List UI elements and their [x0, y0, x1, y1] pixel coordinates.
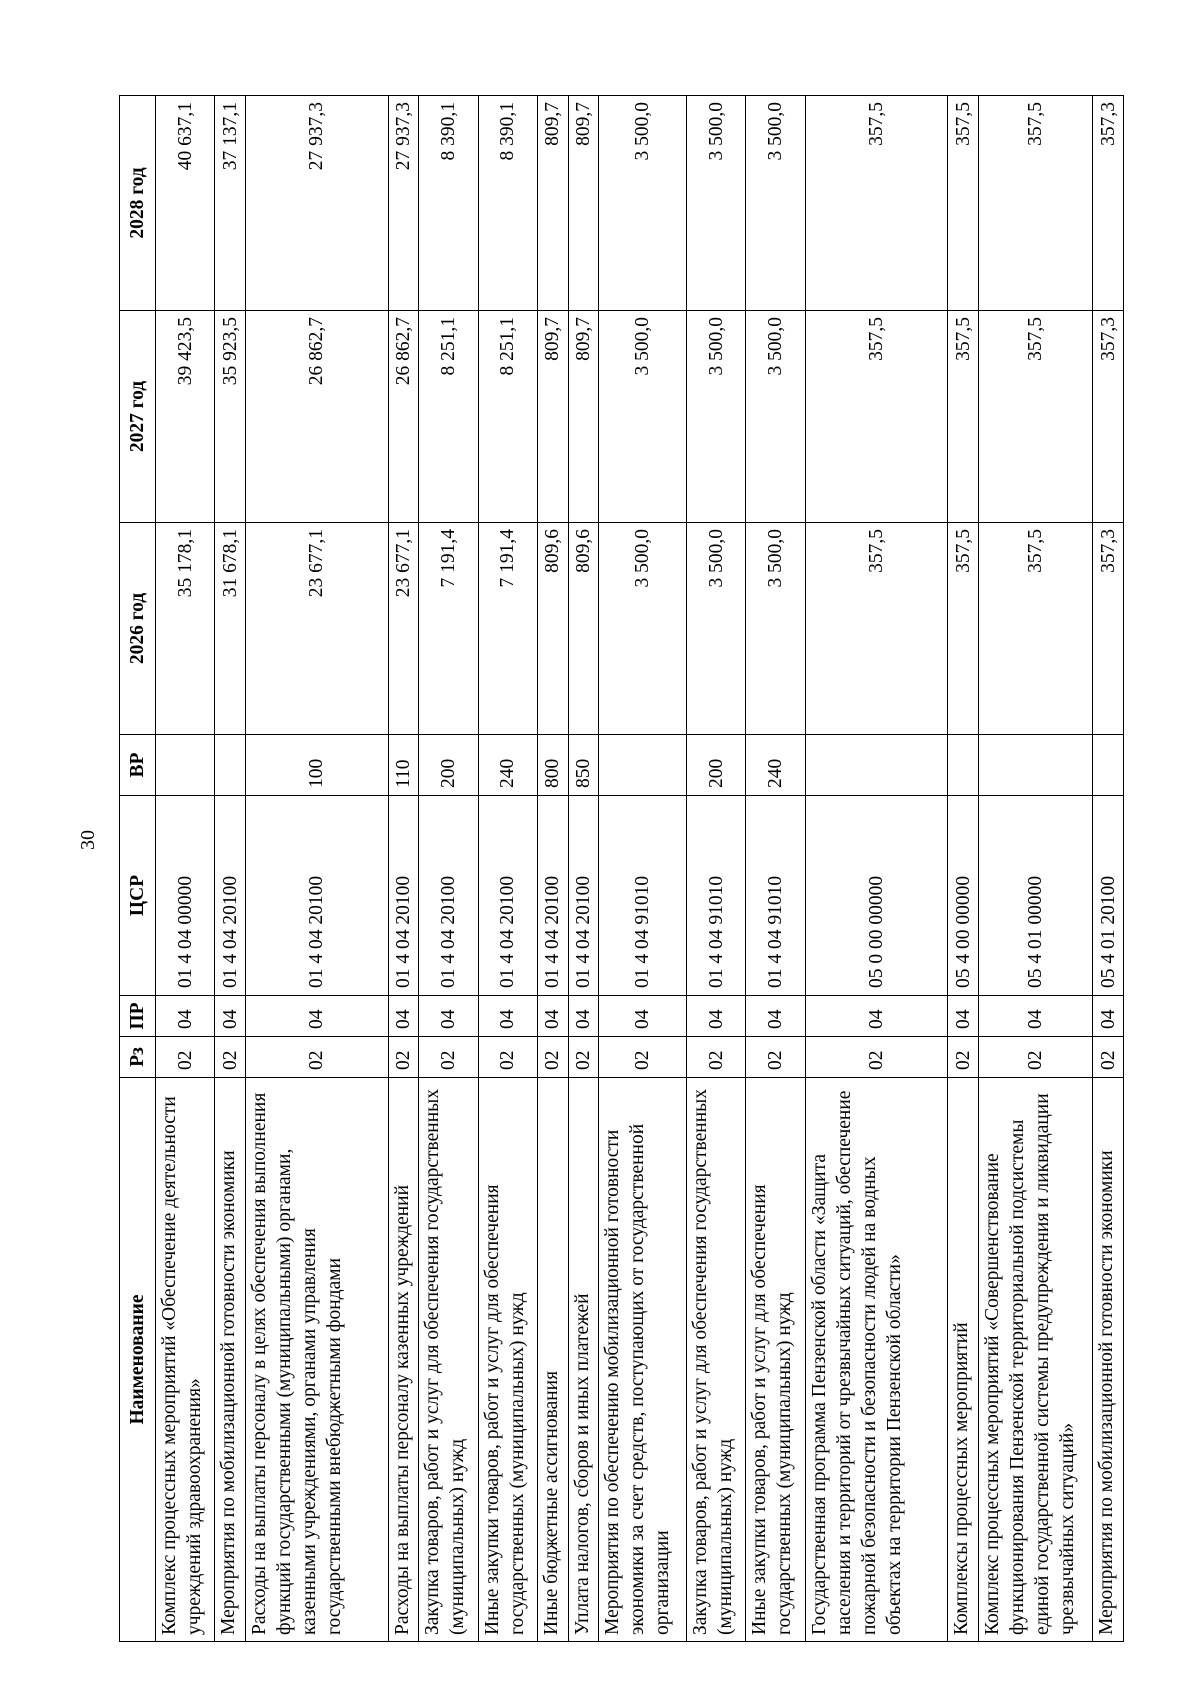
row-2028: 357,3	[1093, 96, 1124, 311]
row-vr: 200	[419, 735, 478, 796]
row-csr: 01 4 04 91010	[687, 796, 746, 996]
row-2027: 26 862,7	[388, 311, 419, 523]
row-2028: 40 637,1	[156, 96, 215, 311]
row-rz: 02	[1093, 1037, 1124, 1078]
header-2028: 2028 год	[120, 96, 156, 311]
table-row	[1093, 96, 1124, 1642]
row-name: Уплата налогов, сборов и иных платежей	[568, 1078, 599, 1642]
header-vr: ВР	[120, 735, 156, 796]
row-csr: 01 4 04 20100	[388, 796, 419, 996]
row-name: Мероприятия по мобилизационной готовности экономики	[1093, 1078, 1124, 1642]
table-row	[568, 96, 599, 1642]
row-rz: 02	[978, 1037, 1092, 1078]
row-pr: 04	[537, 996, 568, 1037]
table-row	[215, 96, 246, 1642]
rotated-budget-table-container	[119, 96, 1124, 1642]
row-csr: 05 4 01 20100	[1093, 796, 1124, 996]
table-row	[948, 96, 979, 1642]
row-2027: 3 500,0	[599, 311, 687, 523]
row-name: Государственная программа Пензенской области «Защита населения и территорий от чрезвычайных ситуаций, обеспечение пожарной безопасности и безопасности людей на водных объектах на территории Пензенской области»	[805, 1078, 948, 1642]
row-pr: 04	[1093, 996, 1124, 1037]
row-csr: 01 4 04 20100	[537, 796, 568, 996]
row-2026: 809,6	[537, 523, 568, 735]
table-row	[978, 96, 1092, 1642]
row-csr: 05 4 01 00000	[978, 796, 1092, 996]
row-csr: 01 4 04 91010	[599, 796, 687, 996]
table-row	[537, 96, 568, 1642]
row-2026: 23 677,1	[388, 523, 419, 735]
row-2027: 3 500,0	[746, 311, 805, 523]
row-2027: 357,5	[978, 311, 1092, 523]
row-vr: 100	[245, 735, 388, 796]
row-2027: 357,3	[1093, 311, 1124, 523]
table-row	[245, 96, 388, 1642]
row-pr: 04	[599, 996, 687, 1037]
row-2028: 809,7	[568, 96, 599, 311]
row-name: Закупка товаров, работ и услуг для обеспечения государственных (муниципальных) нужд	[419, 1078, 478, 1642]
row-2027: 809,7	[568, 311, 599, 523]
row-name: Расходы на выплаты персоналу казенных учреждений	[388, 1078, 419, 1642]
header-rz: Рз	[120, 1037, 156, 1078]
row-2028: 3 500,0	[599, 96, 687, 311]
row-2028: 357,5	[805, 96, 948, 311]
table-body	[156, 96, 1124, 1642]
row-2027: 8 251,1	[419, 311, 478, 523]
row-name: Расходы на выплаты персоналу в целях обеспечения выполнения функций государственными (муниципальными) органами, казенными учреждениями, органами управления государственными внебюджетными фондами	[245, 1078, 388, 1642]
row-2027: 39 423,5	[156, 311, 215, 523]
row-2026: 357,5	[948, 523, 979, 735]
row-2026: 31 678,1	[215, 523, 246, 735]
table-row	[419, 96, 478, 1642]
row-pr: 04	[805, 996, 948, 1037]
row-rz: 02	[746, 1037, 805, 1078]
row-vr	[1093, 735, 1124, 796]
header-name: Наименование	[120, 1078, 156, 1642]
table-row	[599, 96, 687, 1642]
row-pr: 04	[687, 996, 746, 1037]
row-2026: 3 500,0	[746, 523, 805, 735]
table-row	[746, 96, 805, 1642]
row-csr: 01 4 04 20100	[478, 796, 537, 996]
row-csr: 05 4 00 00000	[948, 796, 979, 996]
row-pr: 04	[215, 996, 246, 1037]
row-2028: 357,5	[948, 96, 979, 311]
row-vr: 800	[537, 735, 568, 796]
row-2028: 27 937,3	[245, 96, 388, 311]
row-rz: 02	[568, 1037, 599, 1078]
row-2027: 8 251,1	[478, 311, 537, 523]
row-2026: 357,5	[805, 523, 948, 735]
row-vr: 240	[478, 735, 537, 796]
row-2028: 8 390,1	[478, 96, 537, 311]
row-csr: 01 4 04 91010	[746, 796, 805, 996]
row-2027: 3 500,0	[687, 311, 746, 523]
row-pr: 04	[978, 996, 1092, 1037]
row-2026: 7 191,4	[419, 523, 478, 735]
row-2026: 7 191,4	[478, 523, 537, 735]
row-pr: 04	[478, 996, 537, 1037]
row-vr: 850	[568, 735, 599, 796]
row-rz: 02	[388, 1037, 419, 1078]
row-pr: 04	[948, 996, 979, 1037]
row-name: Мероприятия по мобилизационной готовности экономики	[215, 1078, 246, 1642]
row-rz: 02	[805, 1037, 948, 1078]
row-2026: 357,5	[978, 523, 1092, 735]
row-rz: 02	[245, 1037, 388, 1078]
row-name: Комплекс процессных мероприятий «Совершенствование функционирования Пензенской территориальной подсистемы единой государственной системы предупреждения и ликвидации чрезвычайных ситуаций»	[978, 1078, 1092, 1642]
row-2028: 3 500,0	[687, 96, 746, 311]
row-2027: 357,5	[948, 311, 979, 523]
row-2028: 357,5	[978, 96, 1092, 311]
budget-table	[119, 95, 1124, 1642]
table-header-row	[120, 96, 156, 1642]
table-row	[388, 96, 419, 1642]
row-vr: 110	[388, 735, 419, 796]
row-vr	[978, 735, 1092, 796]
row-vr: 200	[687, 735, 746, 796]
row-pr: 04	[746, 996, 805, 1037]
row-pr: 04	[245, 996, 388, 1037]
row-name: Комплекс процессных мероприятий «Обеспечение деятельности учреждений здравоохранения»	[156, 1078, 215, 1642]
row-2026: 23 677,1	[245, 523, 388, 735]
row-name: Мероприятия по обеспечению мобилизационной готовности экономики за счет средств, поступающих от государственной организации	[599, 1078, 687, 1642]
row-2028: 3 500,0	[746, 96, 805, 311]
row-csr: 01 4 04 20100	[245, 796, 388, 996]
row-csr: 01 4 04 20100	[419, 796, 478, 996]
row-pr: 04	[156, 996, 215, 1037]
row-2028: 37 137,1	[215, 96, 246, 311]
row-2026: 3 500,0	[687, 523, 746, 735]
table-row	[478, 96, 537, 1642]
row-name: Иные закупки товаров, работ и услуг для обеспечения государственных (муниципальных) нужд	[478, 1078, 537, 1642]
row-name: Иные закупки товаров, работ и услуг для обеспечения государственных (муниципальных) нужд	[746, 1078, 805, 1642]
row-vr	[948, 735, 979, 796]
row-pr: 04	[568, 996, 599, 1037]
row-2026: 357,3	[1093, 523, 1124, 735]
table-row	[687, 96, 746, 1642]
row-csr: 01 4 04 20100	[215, 796, 246, 996]
row-rz: 02	[215, 1037, 246, 1078]
row-2026: 809,6	[568, 523, 599, 735]
row-pr: 04	[388, 996, 419, 1037]
row-2026: 35 178,1	[156, 523, 215, 735]
row-rz: 02	[537, 1037, 568, 1078]
row-2027: 35 923,5	[215, 311, 246, 523]
row-csr: 01 4 04 20100	[568, 796, 599, 996]
row-csr: 01 4 04 00000	[156, 796, 215, 996]
row-name: Закупка товаров, работ и услуг для обеспечения государственных (муниципальных) нужд	[687, 1078, 746, 1642]
row-2028: 809,7	[537, 96, 568, 311]
header-csr: ЦСР	[120, 796, 156, 996]
row-rz: 02	[419, 1037, 478, 1078]
row-2027: 357,5	[805, 311, 948, 523]
row-vr	[599, 735, 687, 796]
row-2027: 809,7	[537, 311, 568, 523]
row-name: Комплексы процессных мероприятий	[948, 1078, 979, 1642]
header-2026: 2026 год	[120, 523, 156, 735]
row-vr: 240	[746, 735, 805, 796]
row-pr: 04	[419, 996, 478, 1037]
row-2028: 8 390,1	[419, 96, 478, 311]
row-vr	[805, 735, 948, 796]
row-name: Иные бюджетные ассигнования	[537, 1078, 568, 1642]
row-csr: 05 0 00 00000	[805, 796, 948, 996]
page-number: 30	[77, 830, 99, 850]
row-2027: 26 862,7	[245, 311, 388, 523]
row-vr	[156, 735, 215, 796]
row-2028: 27 937,3	[388, 96, 419, 311]
row-rz: 02	[156, 1037, 215, 1078]
row-2026: 3 500,0	[599, 523, 687, 735]
table-row	[156, 96, 215, 1642]
row-rz: 02	[478, 1037, 537, 1078]
row-vr	[215, 735, 246, 796]
header-2027: 2027 год	[120, 311, 156, 523]
row-rz: 02	[948, 1037, 979, 1078]
row-rz: 02	[687, 1037, 746, 1078]
table-row	[805, 96, 948, 1642]
row-rz: 02	[599, 1037, 687, 1078]
header-pr: ПР	[120, 996, 156, 1037]
